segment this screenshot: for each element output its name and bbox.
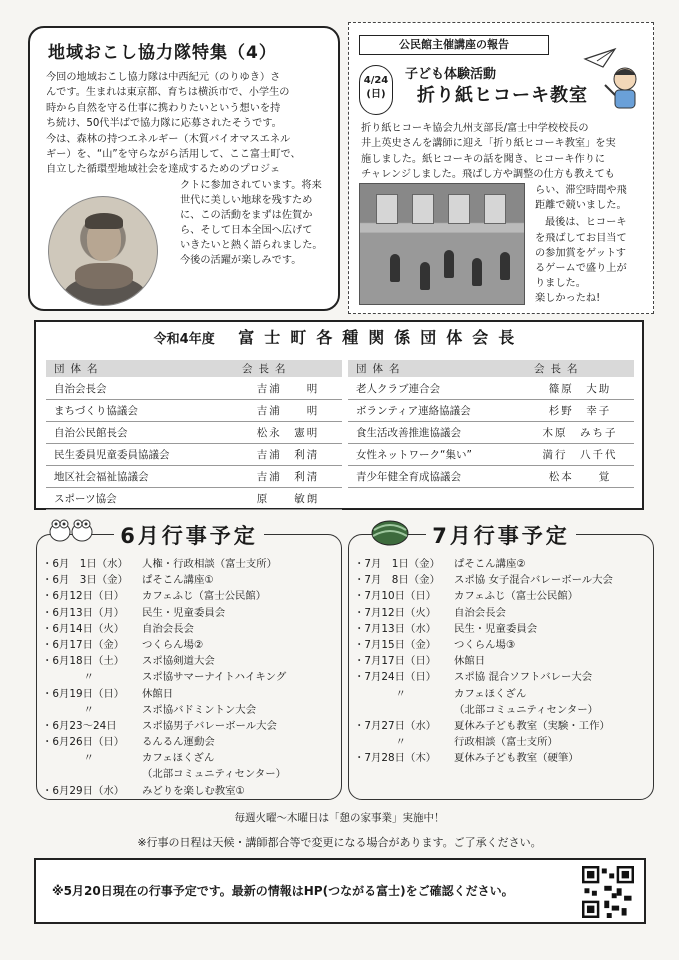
event-date: 〃 [354, 687, 406, 700]
table-row [348, 421, 634, 443]
org-name: 老人クラブ連合会 [348, 377, 526, 399]
list-item [42, 572, 286, 588]
list-item [354, 621, 613, 637]
list-item [42, 637, 286, 653]
event-date: ・6月23～24日 [42, 719, 117, 732]
event-date: 〃 [354, 736, 406, 749]
list-item [42, 766, 286, 782]
col-org: 団体名 [46, 360, 234, 377]
list-item [354, 750, 613, 766]
event-date: ・6月19日（日） [42, 687, 125, 700]
feature-line: 世代に美しい地球を残すため [180, 195, 313, 206]
list-item [354, 686, 613, 702]
bottom-notice-box [34, 858, 646, 924]
event-name: カフェほくざん [142, 752, 215, 765]
report-body [361, 121, 647, 183]
feature-line: いきたいと熱く語られました。 [180, 240, 323, 251]
event-name: るんるん運動会 [142, 736, 215, 749]
event-name: （北部コミュニティセンター） [142, 768, 287, 781]
feature-body [46, 70, 330, 178]
table-row [348, 443, 634, 465]
table-row [46, 377, 342, 399]
org-name: 自治会長会 [46, 377, 234, 399]
table-row [46, 421, 342, 443]
event-date: ・6月14日（火） [42, 622, 125, 635]
chair-name: 吉浦 明 [234, 377, 342, 399]
event-name: カフェふじ（富士公民館） [454, 590, 579, 603]
event-name: スポ協サマーナイトハイキング [142, 671, 287, 684]
list-item [42, 588, 286, 604]
qr-code-icon[interactable] [582, 866, 634, 918]
feature-panel [28, 26, 340, 311]
feature-line: 自立した循環型地域社会を達成するためのプロジェ [46, 164, 281, 176]
table-row [46, 465, 342, 487]
report-subtitle: 子ども体験活動 [405, 67, 497, 82]
chair-name: 木原 みち子 [526, 421, 634, 443]
list-item [42, 686, 286, 702]
officers-year: 令和4年度 [153, 332, 215, 347]
feature-line: クトに参加されています。将来 [180, 180, 322, 191]
event-date: ・7月17日（日） [354, 655, 437, 668]
feature-line: 今後の活躍が楽しみです。 [180, 255, 302, 266]
report-line: るゲームで盛り上が [535, 263, 627, 274]
org-name: まちづくり協議会 [46, 399, 234, 421]
chair-name: 吉浦 明 [234, 399, 342, 421]
chair-name: 原 敏朗 [234, 487, 342, 509]
june-title: 6月行事予定 [114, 524, 264, 548]
paper-plane-mascot-icon [581, 45, 645, 115]
feature-line: ち続け、50代半ばで協力隊に応募されたそうです。 [46, 118, 282, 130]
officers-title: 富士町各種関係団体会長 [238, 328, 525, 347]
list-item [354, 702, 613, 718]
event-name: 夏休み子ども教室（実験・工作） [454, 719, 610, 732]
table-row [46, 443, 342, 465]
table-row [348, 377, 634, 399]
event-date: ・7月24日（日） [354, 671, 437, 684]
event-name: ぱそこん講座① [142, 574, 214, 587]
event-date: 〃 [42, 752, 94, 765]
event-name: 夏休み子ども教室（硬筆） [454, 752, 579, 765]
report-line: の参加賞をゲットす [535, 248, 626, 259]
event-name: 休館日 [454, 655, 486, 668]
chair-name: 篠原 大助 [526, 377, 634, 399]
chair-name: 松本 覚 [526, 465, 634, 487]
event-name: スポ協バドミントン大会 [142, 703, 257, 716]
report-line: チャレンジしました。飛ばし方や調整の仕方も教えても [361, 169, 615, 181]
officers-header [36, 322, 642, 354]
event-date: ・7月13日（水） [354, 622, 437, 635]
july-title-wrap [348, 520, 654, 550]
org-name: 青少年健全育成協議会 [348, 465, 526, 487]
event-name: つくらん場② [142, 638, 204, 651]
col-chair: 会長名 [234, 360, 342, 377]
event-name: スポ協男子バレーボール大会 [142, 719, 277, 732]
feature-line: ギー）を、“山”を守らながら活用して、ここ富士町で、 [46, 149, 301, 161]
org-name: 地区社会福祉協議会 [46, 465, 234, 487]
june-event-list [42, 556, 286, 799]
event-name: 自治会長会 [454, 606, 506, 619]
list-item [42, 653, 286, 669]
officers-table-panel [34, 320, 644, 510]
officers-table-left [46, 360, 342, 510]
feature-line: 今は、森林の持つエネルギー（木質バイオマスエネル [46, 133, 291, 145]
event-date: ・7月 1日（金） [354, 558, 440, 570]
org-name: 民生委員児童委員協議会 [46, 443, 234, 465]
list-item [42, 605, 286, 621]
org-name: 女性ネットワーク“集い” [348, 443, 526, 465]
event-date: ・6月26日（日） [42, 736, 125, 749]
report-line: りました。 [535, 278, 586, 289]
feature-line: ら、そして日本全国へ広げて [180, 225, 313, 236]
list-item [354, 605, 613, 621]
event-name: ぱそこん講座② [454, 558, 526, 570]
list-item [42, 621, 286, 637]
event-date: ・7月12日（火） [354, 606, 437, 619]
feature-title: 地域おこし協力隊特集（4） [48, 43, 277, 63]
report-panel [348, 22, 654, 314]
event-date: ・6月17日（金） [42, 638, 125, 651]
report-line: らい、滞空時間や飛 [535, 185, 627, 196]
table-row [348, 399, 634, 421]
june-events-panel [36, 524, 342, 800]
chair-name: 杉野 幸子 [526, 399, 634, 421]
event-date: ・6月29日（水） [42, 784, 125, 797]
report-tag: 公民館主催講座の報告 [359, 35, 549, 55]
event-date: ・7月10日（日） [354, 590, 437, 603]
list-item [354, 556, 613, 572]
list-item [42, 750, 286, 766]
event-name: カフェほくざん [454, 687, 527, 700]
event-date: ・7月28日（木） [354, 752, 437, 765]
date-text: 4/24 [363, 75, 389, 86]
report-line: 井上英史さんを講師に迎え「折り紙ヒコーキ教室」を実 [361, 138, 616, 150]
event-date: ・7月 8日（金） [354, 574, 440, 587]
event-date: ・6月 3日（金） [42, 574, 128, 587]
org-name: ボランティア連絡協議会 [348, 399, 526, 421]
feature-line: に、この活動をまずは佐賀か [180, 210, 313, 221]
table-row [46, 487, 342, 509]
report-main-title: 折り紙ヒコーキ教室 [417, 85, 588, 106]
event-name: （北部コミュニティセンター） [454, 703, 599, 716]
feature-line: んです。生まれは東京都、育ちは横浜市で、小学生の [46, 87, 290, 99]
event-name: 民生・児童委員会 [142, 606, 226, 619]
event-date: 〃 [42, 671, 94, 684]
event-name: 休館日 [142, 687, 174, 700]
list-item [354, 718, 613, 734]
event-date: ・7月15日（金） [354, 638, 437, 651]
report-line: 最後は、ヒコーキ [545, 217, 627, 228]
org-name: スポーツ協会 [46, 487, 234, 509]
classroom-photo [359, 183, 525, 305]
july-events-panel [348, 524, 654, 800]
list-item [354, 572, 613, 588]
org-name: 食生活改善推進協議会 [348, 421, 526, 443]
report-line: 楽しかったね! [535, 293, 601, 304]
event-name: スポ協剣道大会 [142, 655, 215, 668]
chair-name: 吉浦 利清 [234, 443, 342, 465]
chair-name: 松永 憲明 [234, 421, 342, 443]
july-title: 7月行事予定 [426, 524, 576, 548]
list-item [42, 734, 286, 750]
list-item [354, 734, 613, 750]
event-name: 行政相談（富士支所） [454, 736, 558, 749]
chair-name: 吉浦 利清 [234, 465, 342, 487]
list-item [42, 783, 286, 799]
report-line: 距離で競いました。 [535, 200, 627, 211]
list-item [354, 669, 613, 685]
list-item [42, 718, 286, 734]
event-date: ・6月 1日（水） [42, 558, 128, 570]
table-row [46, 399, 342, 421]
feature-line: 今回の地域おこし協力隊は中西紀元（のりゆき）さ [46, 72, 281, 83]
report-line: 折り紙ヒコーキ協会九州支部長/富士中学校校長の [361, 123, 589, 134]
list-item [42, 556, 286, 572]
table-row [348, 465, 634, 487]
event-date: ・6月13日（月） [42, 606, 125, 619]
event-date: 〃 [42, 703, 94, 716]
event-name: 人権・行政相談（富士支所） [142, 558, 278, 570]
event-name: つくらん場③ [454, 638, 516, 651]
portrait-photo [48, 196, 158, 306]
schedule-notice: ※行事の日程は天候・講師都合等で変更になる場合があります。ご了承ください。 [137, 836, 542, 849]
list-item [42, 669, 286, 685]
org-name: 自治公民館長会 [46, 421, 234, 443]
chair-name: 満行 八千代 [526, 443, 634, 465]
weekly-note: 毎週火曜～木曜日は「憩の家事業」実施中！ [234, 812, 445, 824]
report-line: を飛ばしてお目当て [535, 233, 627, 244]
event-date: ・7月27日（水） [354, 719, 437, 732]
officers-table-right [348, 360, 634, 488]
report-line: 施しました。紙ヒコーキの話を聞き、ヒコーキ作りに [361, 153, 606, 165]
july-event-list [354, 556, 613, 766]
list-item [354, 637, 613, 653]
list-item [354, 588, 613, 604]
event-name: 民生・児童委員会 [454, 622, 538, 635]
feature-line: 時から自然を守る仕事に携わりたいという想いを持 [46, 102, 281, 114]
col-org: 団体名 [348, 360, 526, 377]
event-date: ・6月12日（日） [42, 590, 125, 603]
event-name: カフェふじ（富士公民館） [142, 590, 267, 603]
weekday-text: (日) [366, 89, 386, 100]
event-name: スポ協 女子混合バレーボール大会 [454, 574, 613, 587]
event-name: 自治会長会 [142, 622, 194, 635]
col-chair: 会長名 [526, 360, 634, 377]
june-title-wrap [36, 520, 342, 550]
date-badge [359, 65, 393, 115]
event-name: スポ協 混合ソフトバレー大会 [454, 671, 593, 684]
bottom-message: ※5月20日現在の行事予定です。最新の情報はHP(つながる富士)をご確認ください。 [52, 884, 514, 898]
list-item [42, 702, 286, 718]
event-name: みどりを楽しむ教室① [142, 784, 245, 797]
list-item [354, 653, 613, 669]
event-date: ・6月18日（土） [42, 655, 125, 668]
